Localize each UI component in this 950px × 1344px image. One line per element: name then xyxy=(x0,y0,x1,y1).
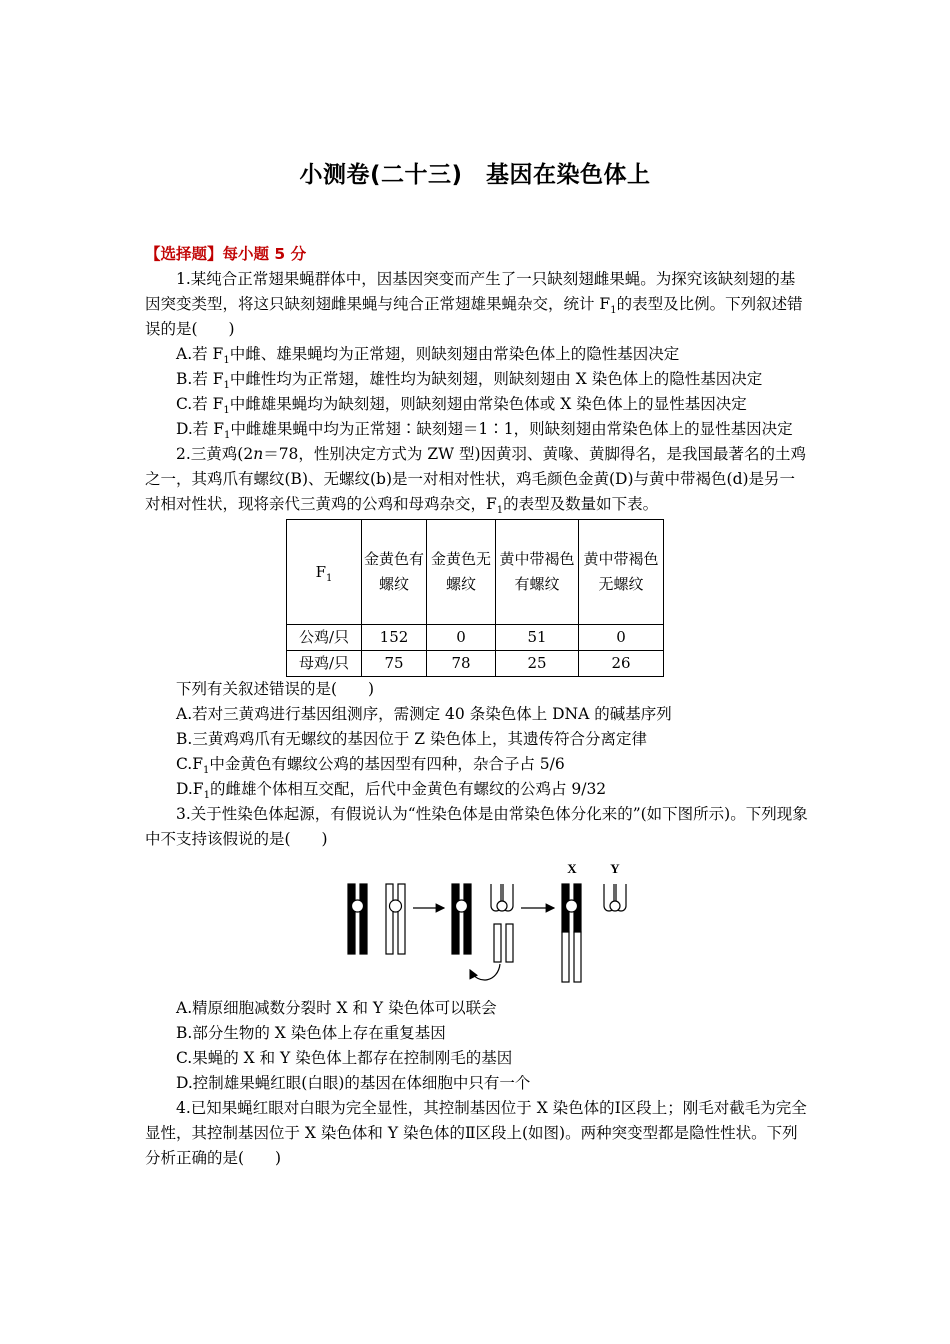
question-1-option-a: A.若 $F_1$中雌、雄果蝇均为正常翅，则缺刻翅由常染色体上的隐性基因决定 xyxy=(176,345,680,367)
results-table xyxy=(286,519,664,677)
document-body xyxy=(145,242,810,1171)
table-header: 金黄色有螺纹 xyxy=(362,520,427,625)
question-2-stem: 2.三黄鸡(2n＝78，性别决定方式为 ZW 型)因黄羽、黄喙、黄脚得名，是我国最著名的土鸡之一，其鸡爪有螺纹(B)、无螺纹(b)是一对相对性状，鸡毛颜色金黄(D)与黄中带褐色(d)是另一对相对性状，现将亲代三黄鸡的公鸡和母鸡杂交，$F_1$的表型及数量如下表。 xyxy=(145,445,807,517)
row-label: 公鸡/只 xyxy=(287,625,362,651)
x-chromosome-lower xyxy=(562,932,569,982)
results-table-wrapper xyxy=(286,519,810,677)
question-3-option-d: D.控制雄果蝇红眼(白眼)的基因在体细胞中只有一个 xyxy=(176,1074,531,1092)
table-cell: 0 xyxy=(579,625,664,651)
table-corner: $F_1$ xyxy=(287,520,362,625)
table-header: 黄中带褐色有螺纹 xyxy=(496,520,579,625)
table-cell: 75 xyxy=(362,651,427,677)
question-2-option-d: $D.F_1$的雌雄个体相互交配，后代中金黄色有螺纹的公鸡占 9/32 xyxy=(176,780,607,802)
question-4-stem: 4.已知果蝇红眼对白眼为完全显性，其控制基因位于 X 染色体的Ⅰ区段上；刚毛对截毛为完全显性，其控制基因位于 X 染色体和 Y 染色体的Ⅱ区段上(如图)。两种突变型都是隐性性状。下列分析正确的是( ) xyxy=(145,1099,807,1167)
table-cell: 78 xyxy=(427,651,496,677)
chromosome-white xyxy=(398,884,405,954)
chromosome-figure xyxy=(340,858,650,996)
x-label: X xyxy=(567,861,577,876)
table-header: 黄中带褐色无螺纹 xyxy=(579,520,664,625)
row-label: 母鸡/只 xyxy=(287,651,362,677)
question-3-stem: 3.关于性染色体起源，有假说认为“性染色体是由常染色体分化来的”(如下图所示)。下列现象中不支持该假说的是( ) xyxy=(145,805,808,848)
table-cell: 152 xyxy=(362,625,427,651)
question-2-option-a: A.若对三黄鸡进行基因组测序，需测定 40 条染色体上 DNA 的碱基序列 xyxy=(176,705,672,723)
table-cell: 25 xyxy=(496,651,579,677)
table-header-row xyxy=(287,520,664,625)
table-cell: 0 xyxy=(427,625,496,651)
chromosome-black xyxy=(360,884,367,954)
question-1-option-d: D.若 $F_1$中雌雄果蝇中均为正常翅∶缺刻翅＝1∶1，则缺刻翅由常染色体上的显性基因决定 xyxy=(176,420,793,442)
question-1-stem: 1.某纯合正常翅果蝇群体中，因基因突变而产生了一只缺刻翅雌果蝇。为探究该缺刻翅的基因突变类型，将这只缺刻翅雌果蝇与纯合正常翅雄果蝇杂交，统计 $F_1$的表型及比例。下列叙述错误的是( ) xyxy=(145,270,803,338)
table-header: 金黄色无螺纹 xyxy=(427,520,496,625)
table-cell: 51 xyxy=(496,625,579,651)
chromosome-diagram xyxy=(340,858,650,996)
chromosome-black xyxy=(452,884,459,954)
question-3-option-c: C.果蝇的 X 和 Y 染色体上都存在控制刚毛的基因 xyxy=(176,1049,513,1067)
chromosome-fragment xyxy=(506,924,513,962)
section-header: 【选择题】每小题 5 分 xyxy=(145,245,307,263)
table-row xyxy=(287,625,664,651)
page-title: 小测卷(二十三) 基因在染色体上 xyxy=(299,162,651,188)
chromosome-black xyxy=(348,884,355,954)
chromosome-black xyxy=(464,884,471,954)
table-cell: 26 xyxy=(579,651,664,677)
question-2-prompt: 下列有关叙述错误的是( ) xyxy=(176,680,375,698)
chromosome-fragment xyxy=(494,924,501,962)
y-label: Y xyxy=(610,861,620,876)
table-row xyxy=(287,651,664,677)
question-1-option-c: C.若 $F_1$中雌雄果蝇均为缺刻翅，则缺刻翅由常染色体或 X 染色体上的显性基因决定 xyxy=(176,395,747,417)
question-1-option-b: B.若 $F_1$中雌性均为正常翅，雄性均为缺刻翅，则缺刻翅由 X 染色体上的隐性基因决定 xyxy=(176,370,763,392)
question-3-option-b: B.部分生物的 X 染色体上存在重复基因 xyxy=(176,1024,446,1042)
question-2-option-b: B.三黄鸡鸡爪有无螺纹的基因位于 Z 染色体上，其遗传符合分离定律 xyxy=(176,730,647,748)
chromosome-white xyxy=(386,884,393,954)
x-chromosome-lower xyxy=(574,932,581,982)
question-3-option-a: A.精原细胞减数分裂时 X 和 Y 染色体可以联会 xyxy=(176,999,497,1017)
question-2-option-c: $C.F_1$中金黄色有螺纹公鸡的基因型有四种，杂合子占 5/6 xyxy=(176,755,565,777)
